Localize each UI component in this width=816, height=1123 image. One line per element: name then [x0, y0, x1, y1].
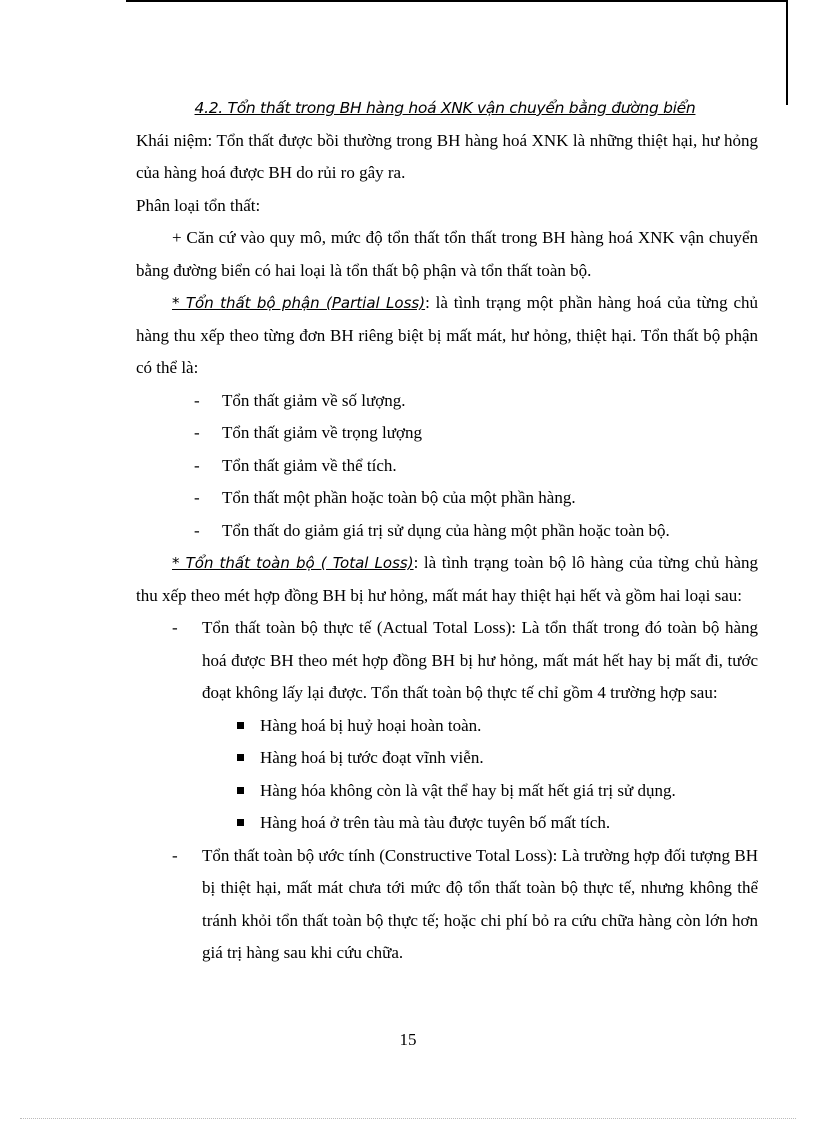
page-border-top [126, 0, 786, 2]
square-bullet-icon [237, 787, 244, 794]
section-heading: 4.2. Tổn thất trong BH hàng hoá XNK vận chuyển bằng đường biển [194, 99, 696, 117]
page-number: 15 [399, 1030, 417, 1049]
square-bullet-icon [237, 754, 244, 761]
document-body [136, 92, 758, 970]
list-item: - Tổn thất một phần hoặc toàn bộ của một phần hàng. [194, 488, 576, 507]
paragraph-classify: Phân loại tổn thất: [136, 195, 261, 215]
square-bullet-icon [237, 722, 244, 729]
list-item: - Tổn thất giảm về trọng lượng [194, 423, 422, 442]
list-item: Hàng hoá bị huỷ hoại hoàn toàn. [136, 710, 758, 743]
list-item: - Tổn thất giảm về thể tích. [194, 455, 397, 475]
list-item: - Tổn thất giảm về số lượng. [194, 390, 406, 410]
page-bottom-divider [20, 1118, 796, 1119]
constructive-total-loss-item: - Tổn thất toàn bộ ước tính (Constructive Total Loss): Là trường hợp đối tượng BH bị thiệt hại, mất mát chưa tới mức độ tổn thất toàn bộ thực tế, nhưng không thể tránh khỏi tổn thất toàn bộ thực tế; hoặc chi phí bỏ ra cứu chữa hàng còn lớn hơn giá trị hàng sau khi cứu chữa. [136, 840, 758, 970]
paragraph-partial-loss [136, 287, 758, 385]
list-item: - Tổn thất do giảm giá trị sử dụng của hàng một phần hoặc toàn bộ. [194, 520, 670, 540]
partial-loss-list [136, 385, 758, 548]
total-loss-term: * Tổn thất toàn bộ ( Total Loss) [172, 554, 414, 572]
actual-loss-cases-list [136, 710, 758, 840]
total-loss-definition: : là tình trạng toàn bộ lô hàng của từng chủ hàng thu xếp theo mét hợp đồng BH bị hư hỏng, mất mát hay thiệt hại hết và gồm hai loại sau: [136, 553, 758, 605]
list-item: Hàng hóa không còn là vật thể hay bị mất hết giá trị sử dụng. [136, 775, 758, 808]
square-bullet-icon [237, 819, 244, 826]
list-item: Hàng hoá bị tước đoạt vĩnh viễn. [136, 742, 758, 775]
actual-total-loss-text: Tổn thất toàn bộ thực tế (Actual Total Loss): Là tổn thất trong đó toàn bộ hàng hoá được BH theo mét hợp đồng BH bị hư hỏng, mất mát hết hay bị mất đi, tước đoạt không lấy lại được. Tổn thất toàn bộ thực tế chỉ gồm 4 trường hợp sau: [202, 618, 758, 702]
page-border-right [786, 0, 788, 105]
paragraph-basis: + Căn cứ vào quy mô, mức độ tổn thất tổn thất trong BH hàng hoá XNK vận chuyển bằng đường biển có hai loại là tổn thất bộ phận và tổn thất toàn bộ. [136, 228, 758, 280]
partial-loss-definition: : là tình trạng một phần hàng hoá của từng chủ hàng thu xếp theo từng đơn BH riêng biệt bị mất mát, hư hỏng, thiệt hại. Tổn thất bộ phận có thể là: [136, 293, 758, 377]
list-item: Hàng hoá ở trên tàu mà tàu được tuyên bố mất tích. [136, 807, 758, 840]
paragraph-total-loss [136, 547, 758, 612]
constructive-total-loss-text: Tổn thất toàn bộ ước tính (Constructive Total Loss): Là trường hợp đối tượng BH bị thiệt hại, mất mát chưa tới mức độ tổn thất toàn bộ thực tế, nhưng không thể tránh khỏi tổn thất toàn bộ thực tế; hoặc chi phí bỏ ra cứu chữa hàng còn lớn hơn giá trị hàng sau khi cứu chữa. [202, 845, 758, 962]
paragraph-concept: Khái niệm: Tổn thất được bồi thường trong BH hàng hoá XNK là những thiệt hại, hư hỏng của hàng hoá được BH do rủi ro gây ra. [136, 130, 758, 182]
partial-loss-term: * Tổn thất bộ phận (Partial Loss) [172, 294, 426, 312]
actual-total-loss-item: - Tổn thất toàn bộ thực tế (Actual Total Loss): Là tổn thất trong đó toàn bộ hàng hoá được BH theo mét hợp đồng BH bị hư hỏng, mất mát hết hay bị mất đi, tước đoạt không lấy lại được. Tổn thất toàn bộ thực tế chỉ gồm 4 trường hợp sau: [136, 612, 758, 710]
